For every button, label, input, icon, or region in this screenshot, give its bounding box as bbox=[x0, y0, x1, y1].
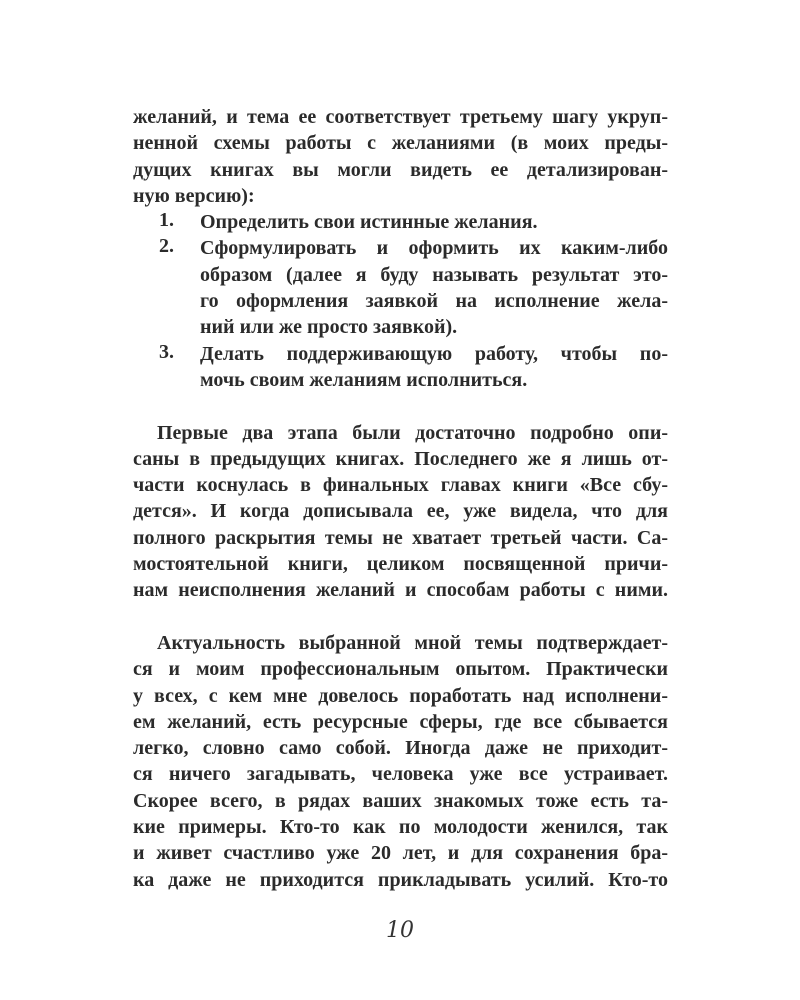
text-line: саны в предыдущих книгах. Последнего же я лишь от- bbox=[133, 447, 668, 470]
paragraph-3 bbox=[133, 630, 668, 893]
text-line: ний или же просто заявкой). bbox=[200, 316, 458, 339]
text-line: Скорее всего, в рядах ваших знакомых тоже есть та- bbox=[133, 789, 668, 812]
text-line: дущих книгах вы могли видеть ее детализирован- bbox=[133, 158, 668, 181]
paragraph-1 bbox=[133, 104, 668, 209]
text-line: ем желаний, есть ресурсные сферы, где все сбывается bbox=[133, 710, 668, 733]
text-line: мостоятельной книги, целиком посвященной причи- bbox=[133, 553, 668, 576]
page-number: 10 bbox=[386, 918, 414, 943]
text-line: желаний, и тема ее соответствует третьему шагу укруп- bbox=[133, 106, 668, 128]
text-line: дется». И когда дописывала ее, уже видела, что для bbox=[133, 500, 668, 523]
text-line: у всех, с кем мне довелось поработать над исполнени- bbox=[133, 684, 668, 707]
page-body bbox=[133, 104, 668, 893]
text-line: кие примеры. Кто-то как по молодости женился, так bbox=[133, 816, 668, 839]
list-item bbox=[133, 235, 668, 340]
text-line: ка даже не приходится прикладывать усилий. Кто-то bbox=[133, 868, 668, 891]
paragraph-2 bbox=[133, 420, 668, 604]
list-number: 2. bbox=[159, 235, 174, 258]
text-line: мочь своим желаниям исполниться. bbox=[200, 368, 528, 391]
text-line: Актуальность выбранной мной темы подтверждает- bbox=[157, 631, 668, 654]
text-line: полного раскрытия темы не хватает третьей части. Са- bbox=[133, 526, 668, 549]
text-line: легко, словно само собой. Иногда даже не приходит- bbox=[133, 737, 668, 760]
list-item bbox=[133, 341, 668, 394]
list-item bbox=[133, 209, 668, 235]
text-line: ся и моим профессиональным опытом. Практически bbox=[133, 658, 668, 681]
numbered-list bbox=[133, 209, 668, 393]
text-line: ся ничего загадывать, человека уже все устраивает. bbox=[133, 763, 668, 786]
text-line: Первые два этапа были достаточно подробно опи- bbox=[157, 421, 668, 444]
list-number: 1. bbox=[159, 209, 174, 232]
text-line: ненной схемы работы с желаниями (в моих преды- bbox=[133, 132, 668, 155]
text-line: образом (далее я буду называть результат это- bbox=[200, 263, 668, 286]
text-line: нам неисполнения желаний и способам работы с ними. bbox=[133, 579, 668, 602]
text-line: и живет счастливо уже 20 лет, и для сохранения бра- bbox=[133, 842, 668, 865]
list-number: 3. bbox=[159, 340, 174, 363]
text-line: ную версию): bbox=[133, 184, 255, 207]
text-line: части коснулась в финальных главах книги «Все сбу- bbox=[133, 474, 668, 497]
text-line: Сформулировать и оформить их каким-либо bbox=[200, 237, 668, 260]
text-line: Определить свои истинные желания. bbox=[200, 211, 538, 234]
text-line: го оформления заявкой на исполнение жела- bbox=[200, 290, 668, 313]
text-line: Делать поддерживающую работу, чтобы по- bbox=[200, 342, 668, 365]
